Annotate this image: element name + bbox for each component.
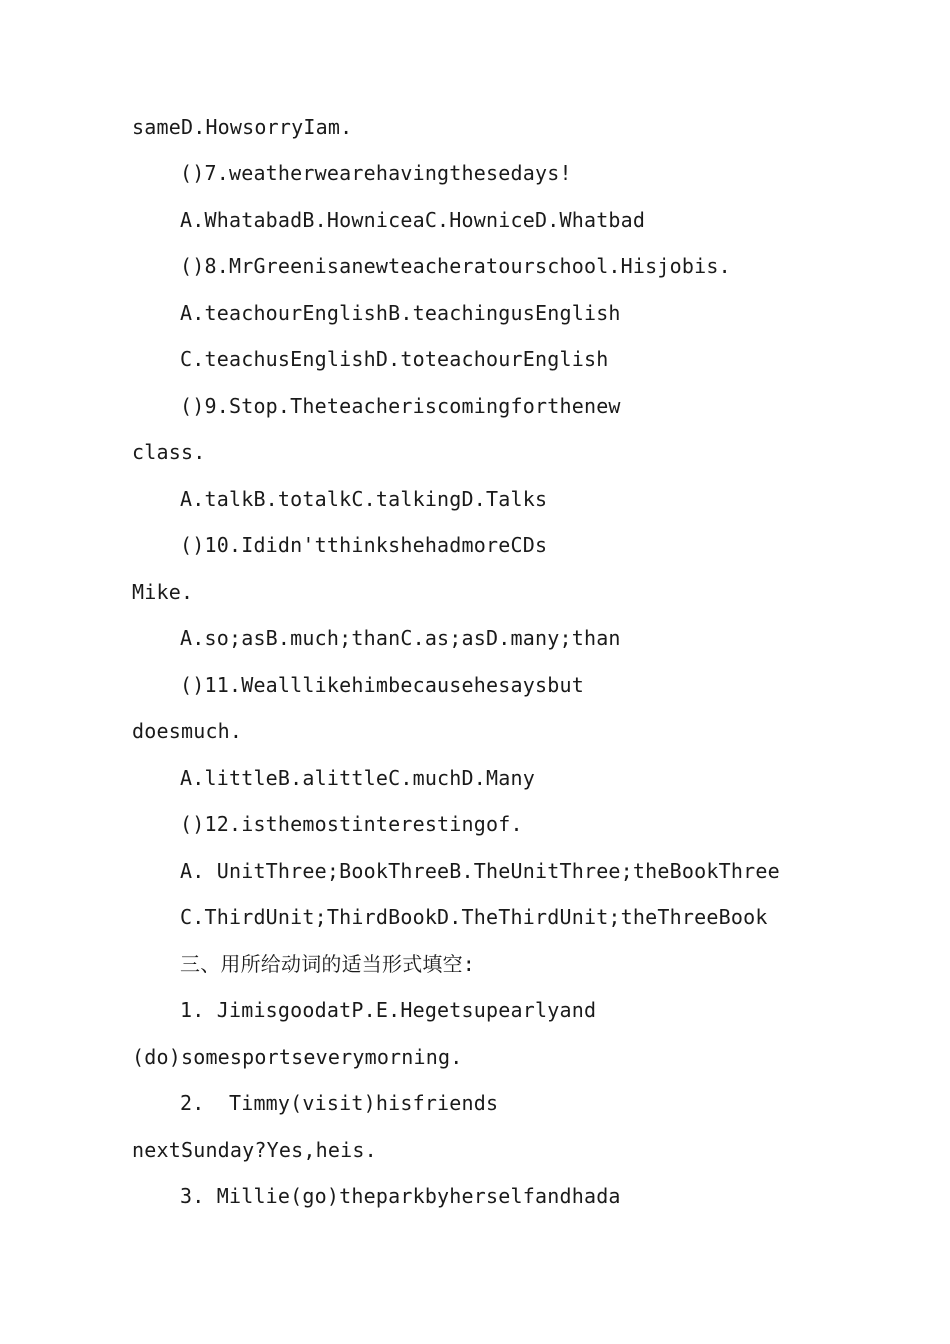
- fill-in-2-continued: nextSunday?Yes,heis.: [132, 1138, 377, 1162]
- question-9: ()9.Stop.Theteacheriscomingforthenew: [180, 394, 621, 418]
- fill-in-3: 3. Millie(go)theparkbyherselfandhada: [180, 1184, 621, 1208]
- text-line: sameD.HowsorryIam.: [132, 115, 353, 139]
- question-11-options: A.littleB.alittleC.muchD.Many: [180, 766, 535, 790]
- section-three-heading: 三、用所给动词的适当形式填空:: [180, 952, 476, 976]
- question-9-continued: class.: [132, 440, 206, 464]
- question-10: ()10.Ididn'tthinkshehadmoreCDs: [180, 533, 548, 557]
- question-12-options-ab: A. UnitThree;BookThreeB.TheUnitThree;theBookThree: [180, 859, 780, 883]
- question-12-options-cd: C.ThirdUnit;ThirdBookD.TheThirdUnit;theThreeBook: [180, 905, 768, 929]
- question-8-options-cd: C.teachusEnglishD.toteachourEnglish: [180, 347, 609, 371]
- question-7: ()7.weatherwearehavingthesedays!: [180, 161, 572, 185]
- question-9-options: A.talkB.totalkC.talkingD.Talks: [180, 487, 548, 511]
- fill-in-1: 1. JimisgoodatP.E.Hegetsupearlyand: [180, 998, 597, 1022]
- question-10-options: A.so;asB.much;thanC.as;asD.many;than: [180, 626, 621, 650]
- question-11-continued: doesmuch.: [132, 719, 243, 743]
- question-11: ()11.Wealllikehimbecausehesaysbut: [180, 673, 584, 697]
- question-8: ()8.MrGreenisanewteacheratourschool.Hisjobis.: [180, 254, 731, 278]
- fill-in-2: 2. Timmy(visit)hisfriends: [180, 1091, 499, 1115]
- question-10-continued: Mike.: [132, 580, 194, 604]
- fill-in-1-continued: (do)somesportseverymorning.: [132, 1045, 463, 1069]
- question-7-options: A.WhatabadB.HowniceaC.HowniceD.Whatbad: [180, 208, 646, 232]
- question-8-options-ab: A.teachourEnglishB.teachingusEnglish: [180, 301, 621, 325]
- question-12: ()12.isthemostinterestingof.: [180, 812, 523, 836]
